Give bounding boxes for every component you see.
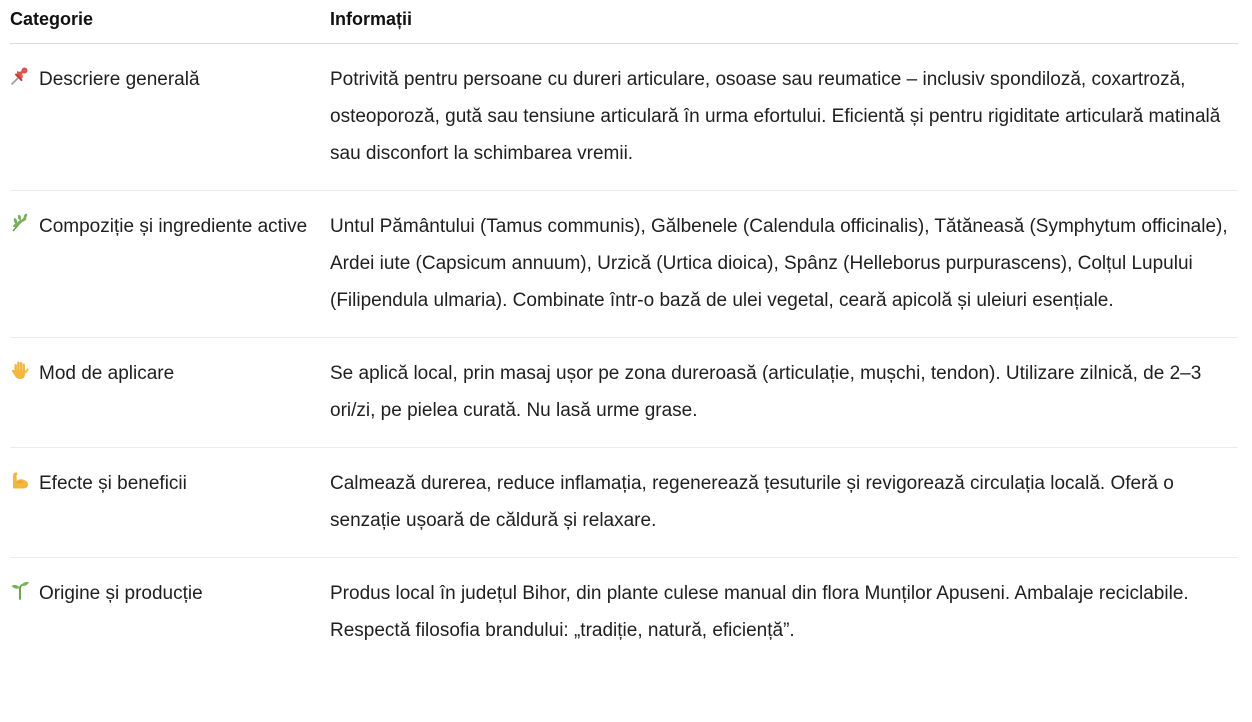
category-label: Efecte și beneficii	[39, 473, 187, 494]
table-row	[10, 44, 1238, 191]
category-label: Descriere generală	[39, 69, 200, 90]
seedling-icon	[10, 580, 32, 600]
category-cell	[10, 191, 330, 338]
table-row	[10, 338, 1238, 448]
flexed-biceps-icon	[10, 470, 32, 490]
header-row	[10, 0, 1238, 44]
info-cell: Untul Pământului (Tamus communis), Gălbenele (Calendula officinalis), Tătăneasă (Symphytum officinale), Ardei iute (Capsicum annuum), Urzică (Urtica dioica), Spânz (Helleborus purpurascens), Colțul Lupului (Filipendula ulmaria). Combinate într-o bază de ulei vegetal, ceară apicolă și uleiuri esențiale.	[330, 191, 1238, 338]
product-info-table-container	[10, 0, 1238, 667]
category-label: Compoziție și ingrediente active	[39, 216, 308, 237]
pushpin-icon	[10, 66, 32, 86]
product-info-table	[10, 0, 1238, 667]
column-header-category: Categorie	[10, 0, 330, 44]
herb-icon	[10, 213, 32, 233]
category-label: Origine și producție	[39, 583, 203, 604]
info-cell: Se aplică local, prin masaj ușor pe zona dureroasă (articulație, mușchi, tendon). Utilizare zilnică, de 2–3 ori/zi, pe pielea curată. Nu lasă urme grase.	[330, 338, 1238, 448]
table-header	[10, 0, 1238, 44]
info-cell: Potrivită pentru persoane cu dureri articulare, osoase sau reumatice – inclusiv spondiloză, coxartroză, osteoporoză, gută sau tensiune articulară în urma efortului. Eficientă și pentru rigiditate articulară matinală sau disconfort la schimbarea vremii.	[330, 44, 1238, 191]
column-header-info: Informații	[330, 0, 1238, 44]
category-cell	[10, 338, 330, 448]
category-cell	[10, 448, 330, 558]
table-body	[10, 44, 1238, 668]
info-cell: Calmează durerea, reduce inflamația, regenerează țesuturile și revigorează circulația locală. Oferă o senzație ușoară de căldură și relaxare.	[330, 448, 1238, 558]
category-cell	[10, 44, 330, 191]
table-row	[10, 558, 1238, 668]
info-cell: Produs local în județul Bihor, din plante culese manual din flora Munților Apuseni. Ambalaje reciclabile. Respectă filosofia brandului: „tradiție, natură, eficiență”.	[330, 583, 1189, 641]
raised-hand-icon	[10, 360, 32, 380]
category-cell	[10, 558, 330, 668]
table-row	[10, 191, 1238, 338]
table-row	[10, 448, 1238, 558]
category-label: Mod de aplicare	[39, 363, 175, 384]
